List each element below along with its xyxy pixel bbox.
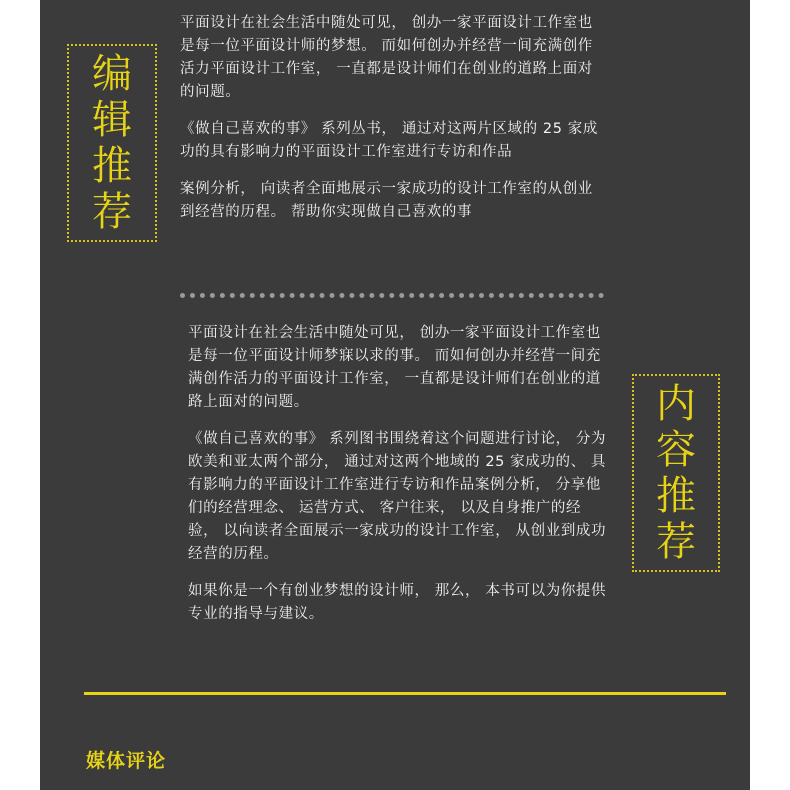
paragraph: 《做自己喜欢的事》 系列图书围绕着这个问题进行讨论， 分为欧美和亚太两个部分， 通过对这两个地域的 25 家成功的、 具有影响力的平面设计工作室进行专访和作品案例分析， 分享他们的经营理念、 运营方式、 客户往来， 以及自身推广的经验， 以向读者全面展示一家成功的设计工作室， 从创业到成功经营的历程。 — [188, 431, 607, 562]
label-char: 内 — [656, 381, 696, 427]
content-recommendation-text — [188, 322, 610, 640]
paragraph: 平面设计在社会生活中随处可见， 创办一家平面设计工作室也是每一位平面设计师梦寐以求的事。 而如何创办并经营一间充满创作活力的平面设计工作室， 一直都是设计师们在创业的道路上面对的问题。 — [188, 325, 601, 410]
label-char: 推 — [92, 143, 132, 189]
book-detail-page — [40, 0, 750, 790]
label-char: 容 — [656, 427, 696, 473]
label-char: 荐 — [656, 519, 696, 565]
paragraph: 《做自己喜欢的事》 系列丛书， 通过对这两片区域的 25 家成功的具有影响力的平面设计工作室进行专访和作品 — [180, 121, 598, 160]
label-char: 荐 — [92, 189, 132, 235]
section-divider — [84, 692, 726, 695]
content-recommendation-label — [632, 374, 720, 572]
label-char: 编 — [92, 51, 132, 97]
editor-recommendation-label — [67, 44, 157, 242]
editor-recommendation-text — [180, 12, 600, 238]
label-char: 推 — [656, 473, 696, 519]
label-char: 辑 — [92, 97, 132, 143]
media-review-heading: 媒体评论 — [86, 750, 167, 772]
paragraph: 如果你是一个有创业梦想的设计师， 那么， 本书可以为你提供专业的指导与建议。 — [188, 583, 607, 622]
paragraph: 平面设计在社会生活中随处可见， 创办一家平面设计工作室也是每一位平面设计师的梦想。 而如何创办并经营一间充满创作活力平面设计工作室， 一直都是设计师们在创业的道路上面对的问题。 — [180, 15, 593, 100]
dotted-divider — [180, 293, 604, 298]
paragraph: 案例分析， 向读者全面地展示一家成功的设计工作室的从创业到经营的历程。 帮助你实现做自己喜欢的事 — [180, 181, 593, 220]
